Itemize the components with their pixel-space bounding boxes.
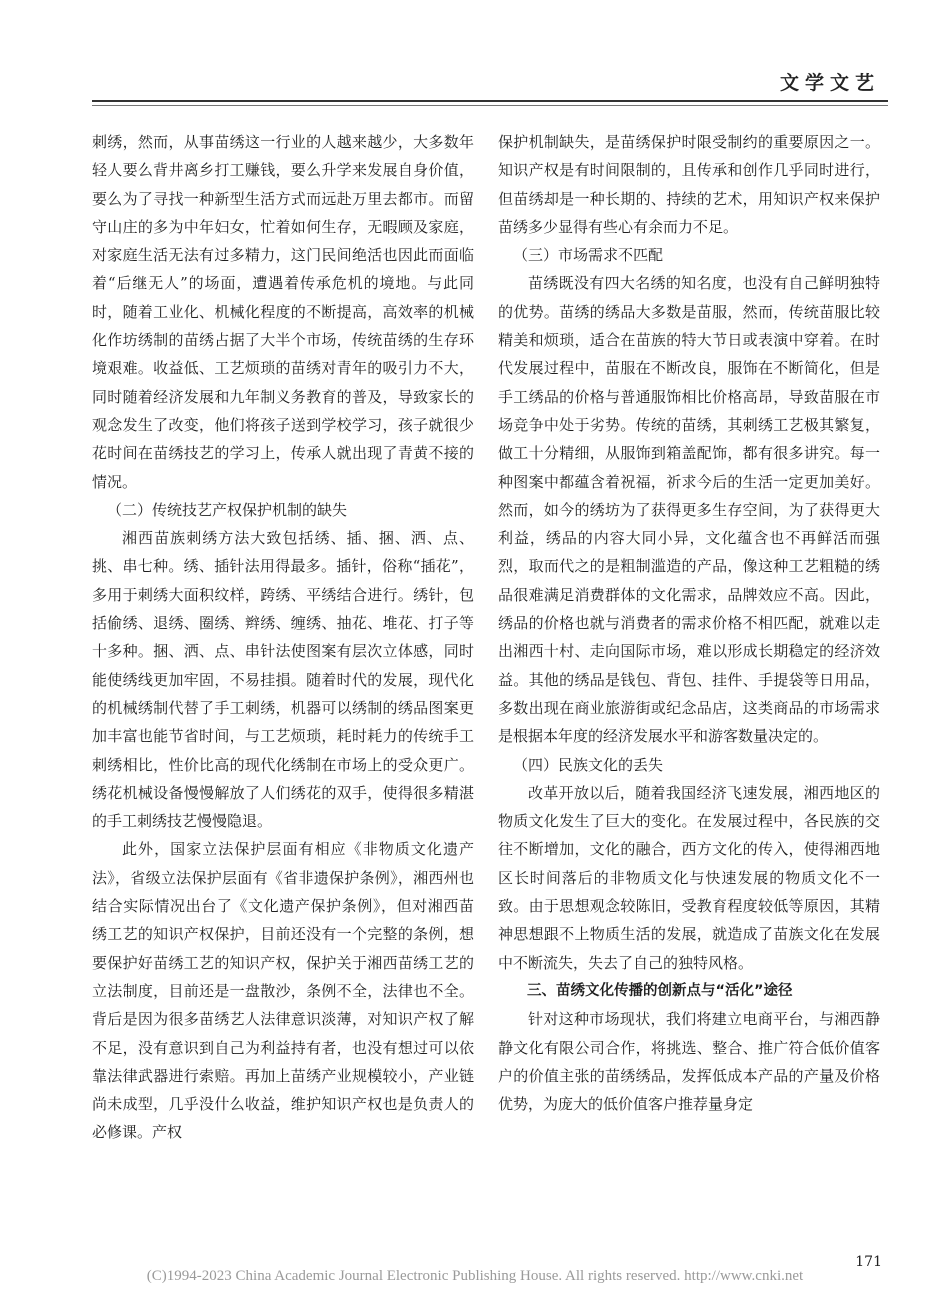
copyright-footer: (C)1994-2023 China Academic Journal Electronic Publishing House. All rights reserved. http://www.cnki.net — [146, 1268, 804, 1284]
header-rule — [92, 100, 888, 102]
section-label: 文学文艺 — [779, 72, 880, 94]
section-heading: 三、苗绣文化传播的创新点与“活化”途径 — [527, 982, 793, 999]
paragraph: 针对这种市场现状，我们将建立电商平台，与湘西静静文化有限公司合作，将挑选、整合、推广符合低价值客户的价值主张的苗绣绣品，发挥低成本产品的产量及价格优势，为庞大的低价值客户推荐量身定 — [498, 1010, 880, 1114]
header-rule-thin — [92, 105, 888, 106]
paragraph: 苗绣既没有四大名绣的知名度，也没有自己鲜明独特的优势。苗绣的绣品大多数是苗服，然而，传统苗服比较精美和烦琐，适合在苗族的特大节日或表演中穿着。在时代发展过程中，苗服在不断改良，服饰在不断简化，但是手工绣品的价格与普通服饰相比价格高昂，导致苗服在市场竞争中处于劣势。传统的苗绣，其刺绣工艺极其繁复，做工十分精细，从服饰到箱盖配饰，都有很多讲究。每一种图案中都蕴含着祝福，祈求今后的生活一定更加美好。然而，如今的绣坊为了获得更多生存空间，为了获得更大利益，绣品的内容大同小异，文化蕴含也不再鲜活而强烈，取而代之的是粗制滥造的产品，像这种工艺粗糙的绣品很难满足消费群体的文化需求，品牌效应不高。因此，绣品的价格也就与消费者的需求价格不相匹配，就难以走出湘西十村、走向国际市场，难以形成长期稳定的经济效益。其他的绣品是钱包、背包、挂件、手提袋等日用品，多数出现在商业旅游街或纪念品店，这类商品的市场需求是根据本年度的经济发展水平和游客数量决定的。 — [498, 274, 880, 746]
paragraph: 刺绣，然而，从事苗绣这一行业的人越来越少，大多数年轻人要么背井离乡打工赚钱，要么升学来发展自身价值，要么为了寻找一种新型生活方式而远赴万里去都市。而留守山庄的多为中年妇女，忙着如何生存，无暇顾及家庭，对家庭生活无法有过多精力，这门民间绝活也因此而面临着“后继无人”的场面，遭遇着传承危机的境地。与此同时，随着工业化、机械化程度的不断提高，高效率的机械化作坊绣制的苗绣占据了大半个市场，传统苗绣的生存环境艰难。收益低、工艺烦琐的苗绣对青年的吸引力不大，同时随着经济发展和九年制义务教育的普及，导致家长的观念发生了改变，他们将孩子送到学校学习，孩子就很少花时间在苗绣技艺的学习上，传承人就出现了青黄不接的情况。 — [92, 133, 474, 491]
paragraph: 湘西苗族刺绣方法大致包括绣、插、捆、洒、点、挑、串七种。绣、插针法用得最多。插针，俗称“插花”，多用于刺绣大面积纹样，跨绣、平绣结合进行。绣针，包括偷绣、退绣、圈绣、辫绣、缠绣、抽花、堆花、打子等十多种。捆、洒、点、串针法使图案有层次立体感，同时能使绣线更加牢固，不易挂損。随着时代的发展，现代化的机械绣制代替了手工刺绣，机器可以绣制的绣品图案更加丰富也能节省时间，与工艺烦琐，耗时耗力的传统手工刺绣相比，性价比高的现代化绣制在市场上的受众更广。绣花机械设备慢慢解放了人们绣花的双手，使得很多精湛的手工刺绣技艺慢慢隐退。 — [92, 529, 474, 831]
right-column — [498, 128, 880, 1118]
paragraph: 此外，国家立法保护层面有相应《非物质文化遗产法》，省级立法保护层面有《省非遗保护条例》，湘西州也结合实际情况出台了《文化遗产保护条例》，但对湘西苗绣工艺的知识产权保护，目前还没有一个完整的条例，想要保护好苗绣工艺的知识产权，保护关于湘西苗绣工艺的立法制度，目前还是一盘散沙，条例不全，法律也不全。背后是因为很多苗绣艺人法律意识淡薄，对知识产权了解不足，没有意识到自己为利益持有者，也没有想过可以依靠法律武器进行索赔。再加上苗绣产业规模较小，产业链尚未成型，几乎没什么收益，维护知识产权也是负责人的必修课。产权 — [92, 840, 474, 1142]
page-number: 171 — [855, 1254, 882, 1270]
subsection-heading: （四）民族文化的丢失 — [513, 755, 664, 774]
left-column — [92, 128, 474, 1147]
paragraph: 保护机制缺失，是苗绣保护时限受制约的重要原因之一。知识产权是有时间限制的，且传承和创作几乎同时进行，但苗绣却是一种长期的、持续的艺术，用知识产权来保护苗绣多少显得有些心有余而力不足。 — [498, 133, 880, 236]
subsection-heading: （三）市场需求不匹配 — [513, 246, 664, 265]
subsection-heading: （二）传统技艺产权保护机制的缺失 — [107, 500, 348, 519]
paragraph: 改革开放以后，随着我国经济飞速发展，湘西地区的物质文化发生了巨大的变化。在发展过程中，各民族的交往不断增加，文化的融合，西方文化的传入，使得湘西地区长时间落后的非物质文化与快速发展的物质文化不一致。由于思想观念较陈旧，受教育程度较低等原因，其精神思想跟不上物质生活的发展，就造成了苗族文化在发展中不断流失，失去了自己的独特风格。 — [498, 783, 880, 972]
